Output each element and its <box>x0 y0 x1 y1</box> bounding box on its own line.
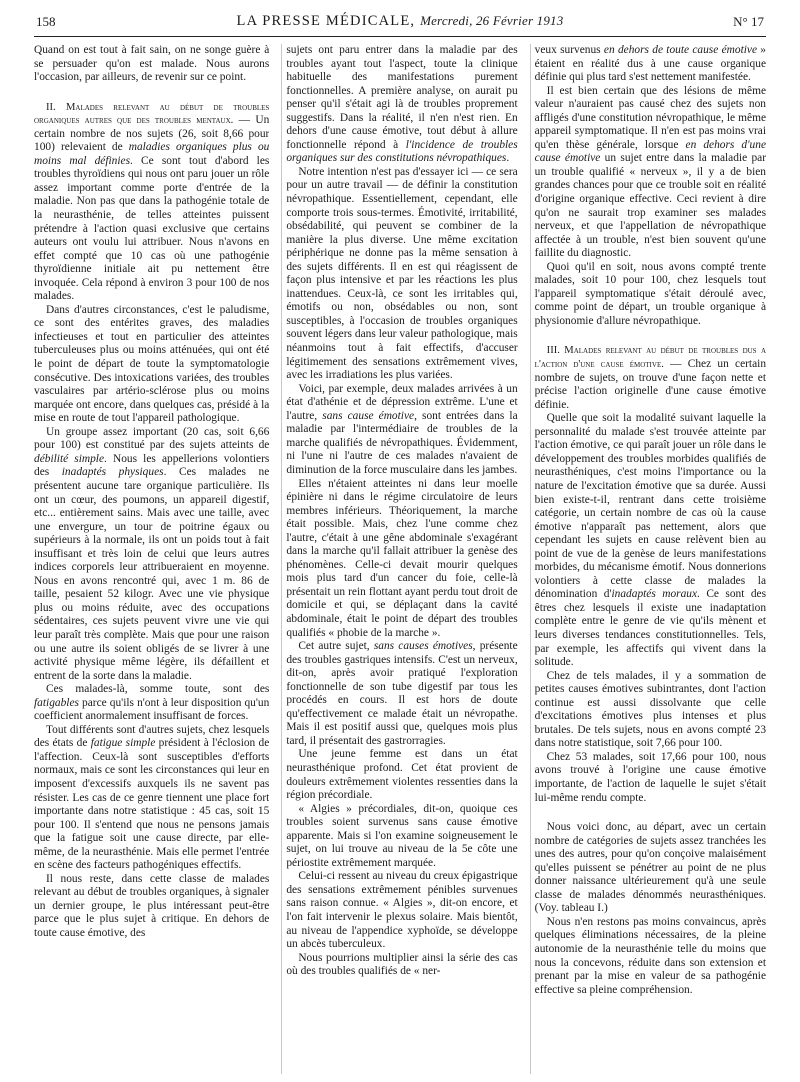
paragraph: sujets ont paru entrer dans la maladie par des troubles ayant tout l'aspect, toute la clinique habituelle des manifestations purement fonctionnelles. A première analyse, on aurait pu penser qu'il s'était agi là de troubles proprement suggestifs. Dans la réalité, il n'en n'est rien. En dehors d'une cause émotive, tout début à allure fonctionnelle répond à l'incidence de troubles organiques sur des constitutions névropathiques. <box>286 44 518 165</box>
paragraph: Nous voici donc, au départ, avec un certain nombre de catégories de sujets assez tranchées les unes des autres, pour qu'on conçoive malaisément qu'elles puissent se pénétrer au point de ne plus donner naissance ultérieurement qu'à une seule classe de malades dénommés neurasthéniques. (Voy. tableau I.) <box>534 821 767 915</box>
page-number: 158 <box>36 14 56 29</box>
paragraph: Nous pourrions multiplier ainsi la série des cas où des troubles qualifiés de « ner- <box>286 951 518 978</box>
paragraph: « Algies » précordiales, dit-on, quoique ces troubles soient survenus sans cause émotive apparente. Mais si l'on examine soigneusement le sujet, on lui trouve au niveau de la 5e côte une périostite extrêmement marquée. <box>286 802 518 869</box>
running-title <box>36 13 764 30</box>
paragraph: Une jeune femme est dans un état neurasthénique profond. Cet état provient de douleurs extrêmement violentes ressenties dans la région précordiale. <box>286 748 518 802</box>
issue-number: N° 17 <box>733 14 764 29</box>
paragraph: Notre intention n'est pas d'essayer ici — ce sera pour un autre travail — de définir la constitution névropathique. Essentiellement, cependant, elle comporte trois sous-termes. Émotivité, irritabilité, obsédabilité, qui peuvent se combiner de la manière la plus diverse. Une même excitation périphérique ne donne pas la même sensation à des sujets différents. Il en est qui réagissent de façon plus intensive et par les réactions les plus inattendues. Ceux-là, ce sont les irritables qui, émotifs ou non, obsédables ou non, sont susceptibles, à l'occasion de troubles organiques souvent légers dans leur valeur pathologique, mais néanmoins tout à fait effectifs, d'accuser légitimement des sensations extrêmement vives, avec les irradiations les plus variées. <box>286 165 518 382</box>
section-heading: II. Malades relevant au début de troubles organiques autres que des troubles mentaux. <box>34 101 270 127</box>
paragraph: Il est bien certain que des lésions de même valeur n'auraient pas causé chez des sujets non affligés d'une constitution névropathique, le même appareil symptomatique. Il n'en est pas moins vrai qu'en thèse générale, lorsque en dehors d'une cause émotive un sujet entre dans la maladie par un trouble qualifié « nerveux », il y a de bien grandes chances pour que ce trouble soit en réalité d'origine organique effective. Ceci revient à dire qu'on ne saurait trop examiner ses malades nerveux, et que l'appellation de névropathique affectée à un trouble, n'est bien souvent qu'une faillite du diagnostic. <box>534 84 767 260</box>
paragraph: Un groupe assez important (20 cas, soit 6,66 pour 100) est constitué par des sujets atteints de débilité simple. Nous les appellerions volontiers des inadaptés physiques. Ces malades ne présentent aucune tare organique particulière. Ils ont un cœur, des poumons, un appareil digestif, etc... entièrement sains. Mais avec une taille, avec une envergure, un tour de poitrine égaux ou supérieurs à la normale, ils ont un poids tout à fait insuffisant et très loin de celui que leurs autres indices corporels leur attribueraient en moyenne. Nous en avons rencontré qui, avec 1 m. 86 de taille, pesaient 52 kilogr. Avec une vie physique plus ou moins réduite, avec des occupations sédentaires, ces sujets peuvent vivre une vie qui leur paraît très complète. Mais que pour une raison ou une autre ils soient obligés de se livrer à une activité physique même légère, ils défaillent et entrent de la sorte dans la maladie. <box>34 425 270 682</box>
paragraph: Quoi qu'il en soit, nous avons compté trente malades, soit 10 pour 100, chez lesquels tout l'appareil symptomatique s'était déroulé avec, comme point de départ, un trouble organique à physionomie d'allure névropathique. <box>534 260 767 327</box>
paragraph: veux survenus en dehors de toute cause émotive » étaient en réalité dus à une cause organique définie qui plus tard s'est nettement manifestée. <box>534 44 767 84</box>
paragraph: Voici, par exemple, deux malades arrivées à un état d'athénie et de dépression extrême. L'une et l'autre, sans cause émotive, sont entrées dans la maladie par l'intermédiaire de troubles de la marche qualifiés de névropathiques. Évidemment, ni l'une ni l'autre de ces malades n'avaient de diminution de la force musculaire dans les jambes. <box>286 382 518 476</box>
paragraph: Nous n'en restons pas moins convaincus, après quelques éliminations nécessaires, de la pleine autonomie de la neurasthénie telle du moins que nous la concevons, réduite dans son extension et prenant par la mise en valeur de sa pathogénie effective sa pleine compréhension. <box>534 915 767 996</box>
column-left <box>34 44 269 1074</box>
paragraph: Chez de tels malades, il y a sommation de petites causes émotives subintrantes, dont l'action continue est aussi dissolvante que celle d'excitations émotives plus intenses et plus brutales. De tels sujets, nous en avons compté 23 dans notre statistique, soit 7,66 pour 100. <box>534 669 767 750</box>
section-paragraph: III. Malades relevant au début de troubles dus a l'action d'une cause émotive. — Chez un certain nombre de sujets, on trouve d'une façon nette et précise l'action originelle d'une cause émotive définie. <box>534 345 767 411</box>
paragraph: Il nous reste, dans cette classe de malades relevant au début de troubles organiques, à signaler un dernier groupe, le plus intéressant peut-être parce que le plus sujet à critique. En dehors de toute cause émotive, des <box>34 872 270 939</box>
issue-date: Mercredi, 26 Février 1913 <box>420 13 564 28</box>
paragraph: Ces malades-là, somme toute, sont des fatigables parce qu'ils n'ont à leur disposition qu'un coefficient anormalement insuffisant de forces. <box>34 683 270 723</box>
paragraph: Cet autre sujet, sans causes émotives, présente des troubles gastriques intensifs. C'est un nerveux, dit-on, après avoir pratiqué l'exploration fonctionnelle de son tube digestif par tous les procédés en cours. Il est hors de doute qu'effectivement ce malade était un névropathe. Mais il est positif aussi que, quelques mois plus tard, il présentait des gastrorragies. <box>286 640 518 747</box>
section-heading: III. Malades relevant au début de troubles dus a l'action d'une cause émotive. <box>534 345 767 371</box>
journal-name: LA PRESSE MÉDICALE, <box>236 13 416 29</box>
page-header <box>36 10 764 34</box>
paragraph: Elles n'étaient atteintes ni dans leur moelle épinière ni dans le régime circulatoire de leurs membres inférieurs. Théoriquement, la marche était possible. Mais, chez l'une comme chez l'autre, c'était à une gêne abdominale s'exagérant dans la marche qu'il fallait attribuer la genèse des phénomènes. Celle-ci devait mourir quelques mois plus tard d'un cancer du foie, celle-là présentait un rein flottant ayant perdu tout droit de domicile et qui, se déplaçant dans la cavité abdominale, était le point de départ des troubles qualifiés « phobie de la marche ». <box>286 477 518 639</box>
paragraph: Quand on est tout à fait sain, on ne songe guère à se persuader qu'on est malade. Nous aurons l'occasion, par ailleurs, de revenir sur ce point. <box>34 44 270 84</box>
column-right <box>530 44 766 1074</box>
paragraph: Quelle que soit la modalité suivant laquelle la personnalité du malade s'est trouvée atteinte par l'action émotive, ce qui paraît jouer un rôle dans le développement des troubles morbides qualifiés de neurasthéniques, c'est moins l'importance ou la nature de l'excitation émotive que sa durée. Aussi bien existe-t-il, rentrant dans cette troisième catégorie, un certain nombre de cas où la cause émotive n'apparaît pas nettement, alors que cependant les sujets en cause relèvent bien au point de vue de la genèse de leurs manifestations morbides, du mécanisme émotif. Nous donnerions volontiers à cette classe de malades la dénomination d'inadaptés moraux. Ce sont des êtres chez lesquels il existe une inadaptation complète entre le genre de vie qu'ils mènent et leurs diverses tendances constitutionnelles. Tels, par exemple, les affectifs qui vivent dans la solitude. <box>534 412 767 669</box>
paragraph: Dans d'autres circonstances, c'est le paludisme, ce sont des entérites graves, des maladies infectieuses et tout en particulier des atteintes tuberculeuses plus ou moins atténuées, qui ont été le point de départ de toute la symptomatologie consécutive. Des intoxications variées, des troubles vasculaires par artério-sclérose plus ou moins marquée ont encore, dans quelques cas, présidé à la mise en route de tout l'appareil pathologique. <box>34 303 270 425</box>
article-body <box>34 44 766 1074</box>
paragraph: Celui-ci ressent au niveau du creux épigastrique des sensations extrêmement pénibles survenues sans raison connue. « Algies », dit-on encore, et l'on fait intervenir le plexus solaire. Mais bientôt, au niveau de l'appendice xyphoïde, se développe un abcès tuberculeux. <box>286 870 518 951</box>
paragraph: Tout différents sont d'autres sujets, chez lesquels des états de fatigue simple président à l'éclosion de l'affection. Ceux-là sont susceptibles d'efforts normaux, mais ce sont les circonstances qui leur en imposent d'excessifs auxquels ils ne savent pas résister. Les cas de ce genre tiennent une place fort importante dans notre statistique : 45 cas, soit 15 pour 100. Il s'entend que nous ne pensons jamais que la fatigue soit une cause directe, par elle-même, de la neurasthénie. Mais elle permet l'entrée en scène des facteurs pathogéniques effectifs. <box>34 723 270 872</box>
section-paragraph: II. Malades relevant au début de troubles organiques autres que des troubles mentaux. — Un certain nombre de nos sujets (26, soit 8,66 pour 100) relevaient de maladies organiques plus ou moins mal définies. Ce sont tout d'abord les troubles thyroïdiens qui nous ont paru jouer un rôle assez important comme porte d'entrée de la maladie. Non pas que dans la pathogénie totale de la neurasthénie, de telles atteintes puissent prétendre à l'action quasi exclusive que certains auteurs ont voulu lui attribuer. Nous n'avons en effet compté que 10 cas où une pathogénie thyroïdienne initiale ait pu nettement être invoquée. Cela répond à environ 3 pour 100 de nos malades. <box>34 101 270 303</box>
paragraph: Chez 53 malades, soit 17,66 pour 100, nous avons trouvé à l'origine une cause émotive importante, de l'action de laquelle le sujet s'était lui-même rendu compte. <box>534 750 767 804</box>
header-rule <box>34 36 766 37</box>
column-middle <box>281 44 517 1074</box>
